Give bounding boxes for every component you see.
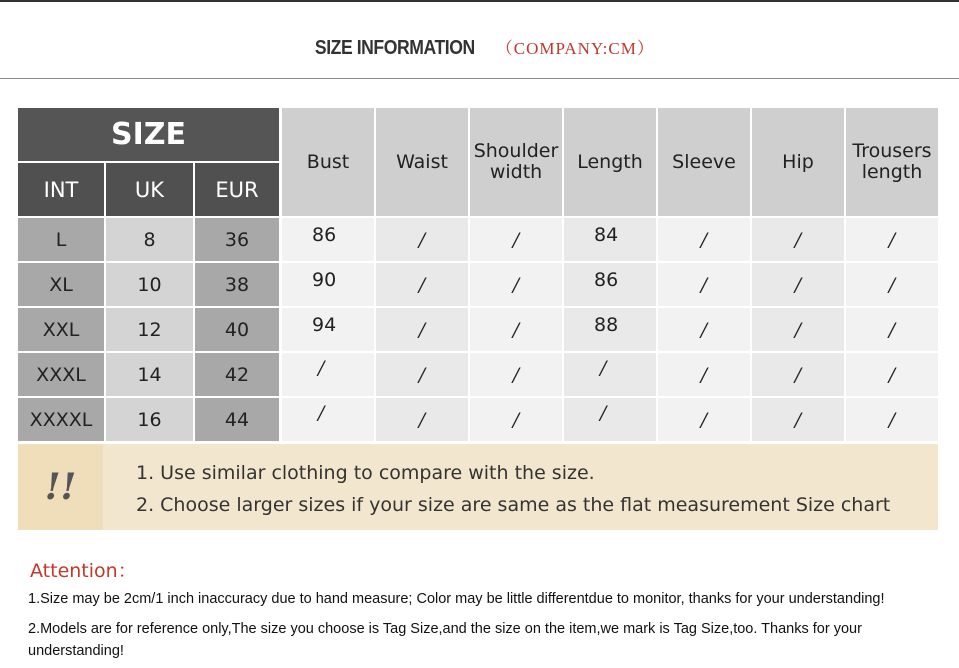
- measurement-value: 94: [312, 314, 337, 336]
- title-divider: [0, 78, 959, 79]
- measurement-value: 84: [594, 224, 619, 246]
- not-applicable-mark: /: [700, 408, 708, 431]
- not-applicable-mark: /: [700, 318, 708, 341]
- tip-line-1: 1. Use similar clothing to compare with the size.: [136, 462, 595, 484]
- size-cell-int: XXL: [18, 308, 104, 351]
- measurement-cell: [376, 263, 468, 306]
- measurement-value: 90: [312, 269, 337, 291]
- size-cell-uk: 10: [106, 263, 193, 306]
- measurement-cell: [376, 218, 468, 261]
- measurement-cell: [846, 398, 938, 441]
- column-header-hip: Hip: [752, 108, 844, 216]
- measurement-cell: [752, 263, 844, 306]
- measurement-cell: [658, 398, 750, 441]
- not-applicable-mark: /: [794, 228, 802, 251]
- column-header-length: Length: [564, 108, 656, 216]
- measurement-cell: [564, 218, 656, 261]
- measurement-cell: [752, 308, 844, 351]
- measurement-value: 86: [594, 269, 619, 291]
- measurement-cell: [564, 263, 656, 306]
- not-applicable-mark: /: [512, 408, 520, 431]
- top-divider: [0, 0, 959, 2]
- not-applicable-mark: /: [512, 228, 520, 251]
- attention-item-2-text: 2.Models are for reference only,The size you choose is Tag Size,and the size on the item,we mark is Tag Size,too. Thanks for your understanding!: [28, 621, 862, 659]
- size-cell-eur: 42: [195, 353, 279, 396]
- not-applicable-mark: /: [700, 363, 708, 386]
- not-applicable-mark: /: [600, 402, 607, 424]
- measurement-cell: [752, 353, 844, 396]
- not-applicable-mark: /: [418, 318, 426, 341]
- measurement-cell: [376, 308, 468, 351]
- measurement-value: 88: [594, 314, 619, 336]
- measurement-cell: [846, 218, 938, 261]
- size-cell-eur: 44: [195, 398, 279, 441]
- not-applicable-mark: /: [700, 228, 708, 251]
- measurement-cell: [658, 263, 750, 306]
- measurement-cell: [846, 308, 938, 351]
- attention-item-1: 1.Size may be 2cm/1 inch inaccuracy due to hand measure; Color may be little differentdue to monitor, thanks for your understanding!: [28, 591, 885, 607]
- not-applicable-mark: /: [888, 318, 896, 341]
- not-applicable-mark: /: [888, 228, 896, 251]
- not-applicable-mark: /: [888, 408, 896, 431]
- double-exclamation-icon: !!: [44, 466, 77, 508]
- size-cell-uk: 14: [106, 353, 193, 396]
- measurement-cell: [282, 398, 374, 441]
- size-cell-uk: 12: [106, 308, 193, 351]
- size-system-header-int: INT: [18, 163, 104, 216]
- size-cell-int: XXXL: [18, 353, 104, 396]
- column-header-sleeve: Sleeve: [658, 108, 750, 216]
- size-cell-uk: 8: [106, 218, 193, 261]
- tips-icon-box: [18, 444, 103, 530]
- measurement-cell: [282, 308, 374, 351]
- tips-box: [18, 444, 938, 530]
- tip-line-2: 2. Choose larger sizes if your size are same as the flat measurement Size chart: [136, 494, 891, 516]
- not-applicable-mark: /: [318, 357, 325, 379]
- not-applicable-mark: /: [794, 273, 802, 296]
- page-title: [0, 34, 959, 60]
- not-applicable-mark: /: [418, 363, 426, 386]
- measurement-cell: [282, 263, 374, 306]
- measurement-cell: [846, 263, 938, 306]
- measurement-cell: [376, 398, 468, 441]
- not-applicable-mark: /: [794, 408, 802, 431]
- size-cell-uk: 16: [106, 398, 193, 441]
- column-header-bust: Bust: [282, 108, 374, 216]
- measurement-cell: [752, 398, 844, 441]
- not-applicable-mark: /: [600, 357, 607, 379]
- not-applicable-mark: /: [794, 318, 802, 341]
- measurement-cell: [470, 218, 562, 261]
- size-cell-int: XXXXL: [18, 398, 104, 441]
- size-header: SIZE: [18, 108, 279, 161]
- measurement-cell: [658, 218, 750, 261]
- size-cell-eur: 38: [195, 263, 279, 306]
- measurement-cell: [564, 398, 656, 441]
- column-header-trousers-length: Trousers length: [846, 108, 938, 216]
- attention-item-2: [28, 618, 908, 662]
- size-cell-eur: 40: [195, 308, 279, 351]
- column-header-shoulder-width: Shoulder width: [470, 108, 562, 216]
- measurement-cell: [470, 263, 562, 306]
- not-applicable-mark: /: [888, 273, 896, 296]
- measurement-cell: [282, 353, 374, 396]
- column-header-waist: Waist: [376, 108, 468, 216]
- attention-heading: Attention：: [30, 560, 137, 582]
- measurement-cell: [470, 353, 562, 396]
- title-text: SIZE INFORMATION: [315, 37, 475, 59]
- not-applicable-mark: /: [418, 228, 426, 251]
- size-cell-int: XL: [18, 263, 104, 306]
- not-applicable-mark: /: [512, 273, 520, 296]
- measurement-cell: [846, 353, 938, 396]
- not-applicable-mark: /: [318, 402, 325, 424]
- not-applicable-mark: /: [418, 273, 426, 296]
- not-applicable-mark: /: [700, 273, 708, 296]
- size-cell-int: L: [18, 218, 104, 261]
- not-applicable-mark: /: [512, 363, 520, 386]
- not-applicable-mark: /: [794, 363, 802, 386]
- measurement-value: 86: [312, 224, 337, 246]
- measurement-cell: [658, 353, 750, 396]
- measurement-cell: [564, 308, 656, 351]
- size-system-header-eur: EUR: [195, 163, 279, 216]
- not-applicable-mark: /: [418, 408, 426, 431]
- size-system-header-uk: UK: [106, 163, 193, 216]
- measurement-cell: [564, 353, 656, 396]
- measurement-cell: [752, 218, 844, 261]
- measurement-cell: [470, 308, 562, 351]
- not-applicable-mark: /: [512, 318, 520, 341]
- measurement-cell: [376, 353, 468, 396]
- title-unit: （COMPANY:CM）: [495, 39, 655, 58]
- measurement-cell: [282, 218, 374, 261]
- not-applicable-mark: /: [888, 363, 896, 386]
- measurement-cell: [658, 308, 750, 351]
- size-cell-eur: 36: [195, 218, 279, 261]
- measurement-cell: [470, 398, 562, 441]
